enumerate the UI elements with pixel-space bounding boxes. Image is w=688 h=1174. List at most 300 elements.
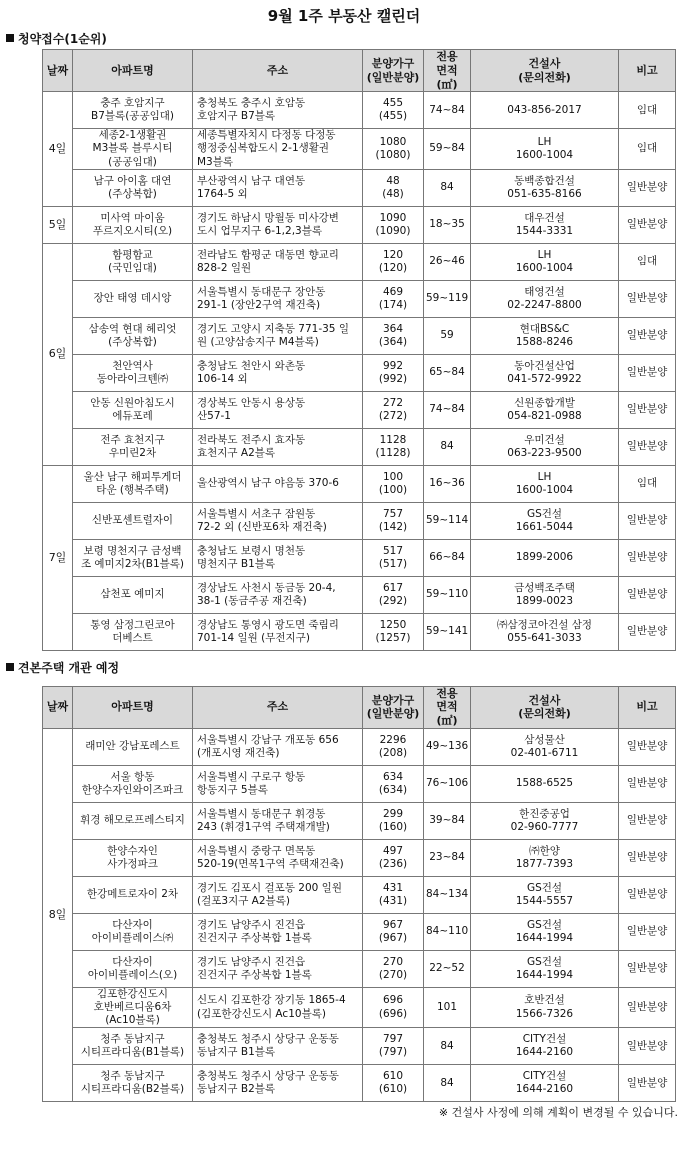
area-cell <box>424 876 471 913</box>
text-line: 701-14 일원 (무전지구) <box>197 631 310 644</box>
text-line: (1090) <box>375 224 411 237</box>
text-line: 안동 신원아침도시 <box>90 396 175 409</box>
text-line: (236) <box>378 857 408 870</box>
text-line: 동남지구 B2블록 <box>197 1083 276 1096</box>
table-row <box>43 280 676 317</box>
text-line: 경기도 고양시 지축동 771-35 일 <box>197 322 349 335</box>
text-line: 날짜 <box>46 700 69 714</box>
text-line: 992 <box>382 359 404 372</box>
text-line: (㎡) <box>436 77 458 91</box>
apartment-name-cell <box>73 613 193 650</box>
text-line: 충청남도 보령시 명천동 <box>197 544 306 557</box>
builder-cell <box>471 839 619 876</box>
text-line: 한강메트로자이 2차 <box>86 888 179 901</box>
apartment-header <box>73 50 193 92</box>
text-line: 일반분양 <box>626 366 668 379</box>
text-line: (걸포3지구 A2블록) <box>197 894 290 907</box>
text-line: 299 <box>382 807 404 820</box>
builder-cell <box>471 465 619 502</box>
text-line: 에듀포레 <box>112 409 153 422</box>
table-row <box>43 206 676 243</box>
text-line: 18~35 <box>429 218 465 231</box>
table-row <box>43 876 676 913</box>
text-line: 22~52 <box>429 962 465 975</box>
address-cell <box>193 1028 363 1065</box>
text-line: LH <box>537 135 552 148</box>
units-cell <box>363 987 424 1027</box>
text-line: 전주 효천지구 <box>100 433 165 446</box>
text-line: 일반분양 <box>626 218 668 231</box>
text-line: 시티프라디움(B1블록) <box>80 1046 185 1059</box>
text-line: 757 <box>382 507 404 520</box>
text-line: 84~134 <box>426 888 469 901</box>
text-line: (634) <box>378 783 408 796</box>
builder-cell <box>471 613 619 650</box>
text-line: 호암지구 B7블록 <box>197 110 276 123</box>
text-line: 055-641-3033 <box>507 631 582 644</box>
text-line: 행정중심복합도시 2-1생활권 <box>197 142 330 155</box>
text-line: 사가정파크 <box>107 857 158 870</box>
text-line: 일반분양 <box>626 588 668 601</box>
text-line: 도시 업무지구 6-1,2,3블록 <box>197 224 323 237</box>
builder-cell <box>471 280 619 317</box>
text-line: (292) <box>378 594 408 607</box>
note-cell <box>619 465 676 502</box>
date-cell: 6일 <box>43 243 73 465</box>
builder-cell <box>471 502 619 539</box>
text-line: (142) <box>378 520 408 533</box>
square-bullet-icon <box>6 34 14 42</box>
table-body <box>43 728 676 1101</box>
builder-cell <box>471 206 619 243</box>
address-cell <box>193 765 363 802</box>
area-cell <box>424 428 471 465</box>
text-line: (개포시영 재건축) <box>197 746 280 759</box>
address-header <box>193 50 363 92</box>
text-line: 76~106 <box>426 777 469 790</box>
text-line: 041-572-9922 <box>507 372 582 385</box>
table-row <box>43 391 676 428</box>
text-line: (797) <box>378 1046 408 1059</box>
units-cell <box>363 317 424 354</box>
text-line: 충청북도 청주시 상당구 운동동 <box>197 1070 339 1083</box>
address-cell <box>193 465 363 502</box>
text-line: 금성백조주택 <box>514 581 575 594</box>
text-line: 더베스트 <box>112 631 153 644</box>
text-line: 세종2-1생활권 <box>98 129 167 142</box>
table-row <box>43 1028 676 1065</box>
area-cell <box>424 169 471 206</box>
table-row <box>43 354 676 391</box>
text-line: 미사역 마이움 <box>100 211 165 224</box>
text-line: 면적 <box>436 63 458 77</box>
apartment-name-cell <box>73 539 193 576</box>
text-line: 래미안 강남포레스트 <box>85 740 180 753</box>
text-line: 태영건설 <box>524 285 565 298</box>
table-row <box>43 839 676 876</box>
address-cell <box>193 913 363 950</box>
units-cell <box>363 465 424 502</box>
builder-cell <box>471 802 619 839</box>
apartment-name-cell <box>73 839 193 876</box>
text-line: ㈜한양 <box>529 844 560 857</box>
apartment-name-cell <box>73 280 193 317</box>
address-cell <box>193 950 363 987</box>
address-cell <box>193 428 363 465</box>
units-cell <box>363 802 424 839</box>
text-line: 비고 <box>636 700 658 714</box>
area-cell <box>424 92 471 129</box>
text-line: 610 <box>382 1070 404 1083</box>
area-cell <box>424 206 471 243</box>
text-line: (455) <box>378 110 408 123</box>
text-line: 634 <box>382 770 404 783</box>
text-line: 일반분양 <box>626 1001 668 1013</box>
area-cell <box>424 354 471 391</box>
address-cell <box>193 129 363 169</box>
text-line: 서울 항동 <box>110 770 155 783</box>
text-line: 02-960-7777 <box>510 820 579 833</box>
text-line: 천안역사 <box>112 359 153 372</box>
address-cell <box>193 502 363 539</box>
area-cell <box>424 765 471 802</box>
table-row <box>43 317 676 354</box>
units-cell <box>363 391 424 428</box>
footnote: ※ 건설사 사정에 의해 계획이 변경될 수 있습니다. <box>438 1106 678 1120</box>
text-line: (Ac10블록) <box>105 1014 160 1027</box>
text-line: (431) <box>378 894 408 907</box>
text-line: (208) <box>378 746 408 759</box>
apartment-name-cell <box>73 206 193 243</box>
text-line: 일반분양 <box>626 1076 668 1089</box>
table-row <box>43 539 676 576</box>
apartment-name-cell <box>73 243 193 280</box>
text-line: 16~36 <box>429 477 465 490</box>
builder-cell <box>471 391 619 428</box>
text-line: 1600-1004 <box>515 483 574 496</box>
text-line: 울산 남구 해피투게더 <box>83 470 182 483</box>
text-line: 충주 호암지구 <box>100 97 165 110</box>
note-cell <box>619 129 676 169</box>
text-line: 455 <box>382 97 404 110</box>
area-cell <box>424 502 471 539</box>
note-cell <box>619 539 676 576</box>
text-line: 아파트명 <box>111 700 154 714</box>
text-line: 74~84 <box>429 103 465 116</box>
text-line: M3블록 <box>197 155 234 168</box>
units-cell <box>363 950 424 987</box>
text-line: 일반분양 <box>626 625 668 638</box>
units-header <box>363 50 424 92</box>
table-row <box>43 576 676 613</box>
text-line: 효천지구 A2블록 <box>197 446 276 459</box>
table-header <box>43 686 676 728</box>
area-cell <box>424 391 471 428</box>
text-line: (270) <box>378 968 408 981</box>
apartment-name-cell <box>73 129 193 169</box>
text-line: 02-401-6711 <box>510 746 579 759</box>
text-line: 분양가구 <box>371 56 415 70</box>
text-line: (국민임대) <box>108 261 157 274</box>
note-cell <box>619 987 676 1027</box>
text-line: 1600-1004 <box>515 148 574 161</box>
text-line: 주소 <box>266 63 289 77</box>
units-cell <box>363 428 424 465</box>
text-line: 1899-0023 <box>515 594 574 607</box>
text-line: 1544-3331 <box>515 224 574 237</box>
address-cell <box>193 280 363 317</box>
address-cell <box>193 317 363 354</box>
builder-cell <box>471 354 619 391</box>
text-line: 임대 <box>636 142 658 155</box>
address-cell <box>193 576 363 613</box>
apartment-name-cell <box>73 169 193 206</box>
text-line: 59~119 <box>426 292 469 305</box>
text-line: 일반분양 <box>626 1039 668 1052</box>
units-header <box>363 686 424 728</box>
units-cell <box>363 613 424 650</box>
area-cell <box>424 465 471 502</box>
text-line: 828-2 일원 <box>197 261 252 274</box>
note-cell <box>619 728 676 765</box>
apartment-name-cell <box>73 317 193 354</box>
text-line: 101 <box>436 1001 458 1013</box>
text-line: 59~141 <box>426 625 469 638</box>
text-line: 신원종합개발 <box>514 396 575 409</box>
text-line: 1899-2006 <box>515 551 574 564</box>
text-line: 부산광역시 남구 대연동 <box>197 174 306 187</box>
text-line: 전용 <box>436 50 458 63</box>
text-line: CITY건설 <box>522 1070 567 1083</box>
area-cell <box>424 243 471 280</box>
text-line: 517 <box>382 544 404 557</box>
text-line: (일반분양) <box>366 707 420 721</box>
text-line: 일반분양 <box>626 551 668 564</box>
text-line: 호반베르디움6차 <box>93 1001 172 1013</box>
text-line: LH <box>537 248 552 261</box>
text-line: 일반분양 <box>626 292 668 305</box>
text-line: 서울특별시 서초구 잠원동 <box>197 507 316 520</box>
text-line: 진건지구 주상복합 1블록 <box>197 931 312 944</box>
text-line: GS건설 <box>526 955 563 968</box>
text-line: 1644-2160 <box>515 1046 574 1059</box>
text-line: 한양수자인 <box>107 844 158 857</box>
area-cell <box>424 576 471 613</box>
builder-cell <box>471 950 619 987</box>
area-cell <box>424 913 471 950</box>
text-line: 59~110 <box>426 588 469 601</box>
builder-cell <box>471 539 619 576</box>
text-line: 1877-7393 <box>515 857 574 870</box>
text-line: 84~110 <box>426 925 469 938</box>
text-line: 다산자이 <box>112 918 153 931</box>
text-line: 23~84 <box>429 851 465 864</box>
text-line: 100 <box>382 470 404 483</box>
text-line: GS건설 <box>526 881 563 894</box>
model-house-table <box>42 686 676 1103</box>
text-line: 진건지구 주상복합 1블록 <box>197 968 312 981</box>
builder-cell <box>471 728 619 765</box>
text-line: 건설사 <box>528 56 561 70</box>
area-cell <box>424 317 471 354</box>
text-line: 아이비플레이스㈜ <box>91 931 174 944</box>
date-header <box>43 686 73 728</box>
text-line: (967) <box>378 931 408 944</box>
text-line: 497 <box>382 844 404 857</box>
table-row <box>43 465 676 502</box>
text-line: (일반분양) <box>366 70 420 84</box>
units-cell <box>363 92 424 129</box>
text-line: 1644-1994 <box>515 931 574 944</box>
text-line: M3블록 블루시티 <box>92 142 173 155</box>
subscription-table <box>42 49 676 651</box>
builder-cell <box>471 317 619 354</box>
units-cell <box>363 576 424 613</box>
address-cell <box>193 92 363 129</box>
area-cell <box>424 987 471 1027</box>
text-line: 세종특별자치시 다정동 다정동 <box>197 129 336 142</box>
note-cell <box>619 876 676 913</box>
text-line: 다산자이 <box>112 955 153 968</box>
text-line: 1661-5044 <box>515 520 574 533</box>
note-cell <box>619 354 676 391</box>
note-cell <box>619 1065 676 1102</box>
note-cell <box>619 280 676 317</box>
text-line: 푸르지오시티(오) <box>92 224 173 237</box>
builder-header <box>471 686 619 728</box>
area-header <box>424 50 471 92</box>
text-line: 삼성물산 <box>524 733 565 746</box>
text-line: B7블록(공공임대) <box>91 110 174 123</box>
address-header <box>193 686 363 728</box>
text-line: 신도시 김포한강 장기동 1865-4 <box>197 994 346 1007</box>
text-line: (160) <box>378 820 408 833</box>
text-line: 경기도 남양주시 진건읍 <box>197 955 306 968</box>
text-line: 일반분양 <box>626 403 668 416</box>
units-cell <box>363 839 424 876</box>
text-line: 경상북도 안동시 용상동 <box>197 396 306 409</box>
apartment-header <box>73 686 193 728</box>
text-line: 동아라이크텐㈜ <box>96 372 169 385</box>
text-line: 임대 <box>636 103 658 116</box>
text-line: 경기도 남양주시 진건읍 <box>197 918 306 931</box>
text-line: 시티프라디움(B2블록) <box>80 1083 185 1096</box>
text-line: 967 <box>382 918 404 931</box>
section-title-text: 청약접수(1순위) <box>18 32 107 46</box>
text-line: 74~84 <box>429 403 465 416</box>
section-title-subscription <box>4 29 684 49</box>
text-line: (517) <box>378 557 408 570</box>
text-line: 84 <box>440 181 454 194</box>
note-cell <box>619 765 676 802</box>
units-cell <box>363 502 424 539</box>
text-line: 26~46 <box>429 255 465 268</box>
note-cell <box>619 613 676 650</box>
text-line: (100) <box>378 483 408 496</box>
text-line: 청주 동남지구 <box>100 1033 165 1046</box>
apartment-name-cell <box>73 950 193 987</box>
text-line: 산57-1 <box>197 409 231 422</box>
text-line: 043-856-2017 <box>507 103 582 116</box>
date-cell: 7일 <box>43 465 73 650</box>
text-line: (48) <box>382 187 404 200</box>
text-line: 아이비플레이스(오) <box>87 968 178 981</box>
note-cell <box>619 913 676 950</box>
text-line: 272 <box>382 396 404 409</box>
area-cell <box>424 950 471 987</box>
text-line: 일반분양 <box>626 514 668 527</box>
units-cell <box>363 280 424 317</box>
note-cell <box>619 950 676 987</box>
area-cell <box>424 280 471 317</box>
units-cell <box>363 876 424 913</box>
note-cell <box>619 317 676 354</box>
text-line: 1644-2160 <box>515 1083 574 1096</box>
area-cell <box>424 539 471 576</box>
text-line: 1250 <box>379 618 407 631</box>
address-cell <box>193 243 363 280</box>
text-line: 1588-8246 <box>515 335 574 348</box>
text-line: 대우건설 <box>524 211 565 224</box>
units-cell <box>363 539 424 576</box>
address-cell <box>193 876 363 913</box>
text-line: 충청북도 충주시 호암동 <box>197 97 306 110</box>
section-title-model-house <box>4 658 684 678</box>
text-line: GS건설 <box>526 918 563 931</box>
builder-cell <box>471 576 619 613</box>
text-line: 분양가구 <box>371 693 415 707</box>
apartment-name-cell <box>73 765 193 802</box>
text-line: 경기도 하남시 망월동 미사강변 <box>197 211 339 224</box>
text-line: 경상남도 통영시 광도면 죽림리 <box>197 618 339 631</box>
text-line: 비고 <box>636 63 658 77</box>
builder-cell <box>471 876 619 913</box>
text-line: (김포한강신도시 Ac10블록) <box>197 1007 326 1020</box>
builder-cell <box>471 129 619 169</box>
text-line: 243 (휘경1구역 주택재개발) <box>197 820 330 833</box>
table-row <box>43 765 676 802</box>
text-line: 1128 <box>379 433 407 446</box>
page-title: 9월 1주 부동산 캘린더 <box>267 7 421 25</box>
builder-header <box>471 50 619 92</box>
text-line: 1600-1004 <box>515 261 574 274</box>
text-line: 신반포센트럴자이 <box>91 514 174 527</box>
text-line: 일반분양 <box>626 777 668 790</box>
builder-cell <box>471 913 619 950</box>
text-line: 1588-6525 <box>515 777 574 790</box>
text-line: 051-635-8166 <box>507 187 582 200</box>
table-row <box>43 1065 676 1102</box>
address-cell <box>193 1065 363 1102</box>
text-line: (㎡) <box>436 714 458 728</box>
date-cell: 4일 <box>43 92 73 206</box>
text-line: 120 <box>382 248 404 261</box>
text-line: 063-223-9500 <box>507 446 582 459</box>
address-cell <box>193 391 363 428</box>
text-line: 02-2247-8800 <box>507 298 582 311</box>
units-cell <box>363 765 424 802</box>
note-header <box>619 686 676 728</box>
text-line: 59 <box>440 329 454 342</box>
apartment-name-cell <box>73 802 193 839</box>
address-cell <box>193 206 363 243</box>
square-bullet-icon <box>6 663 14 671</box>
text-line: 797 <box>382 1033 404 1046</box>
table-row <box>43 92 676 129</box>
builder-cell <box>471 987 619 1027</box>
text-line: (1257) <box>375 631 411 644</box>
date-cell: 8일 <box>43 728 73 1101</box>
